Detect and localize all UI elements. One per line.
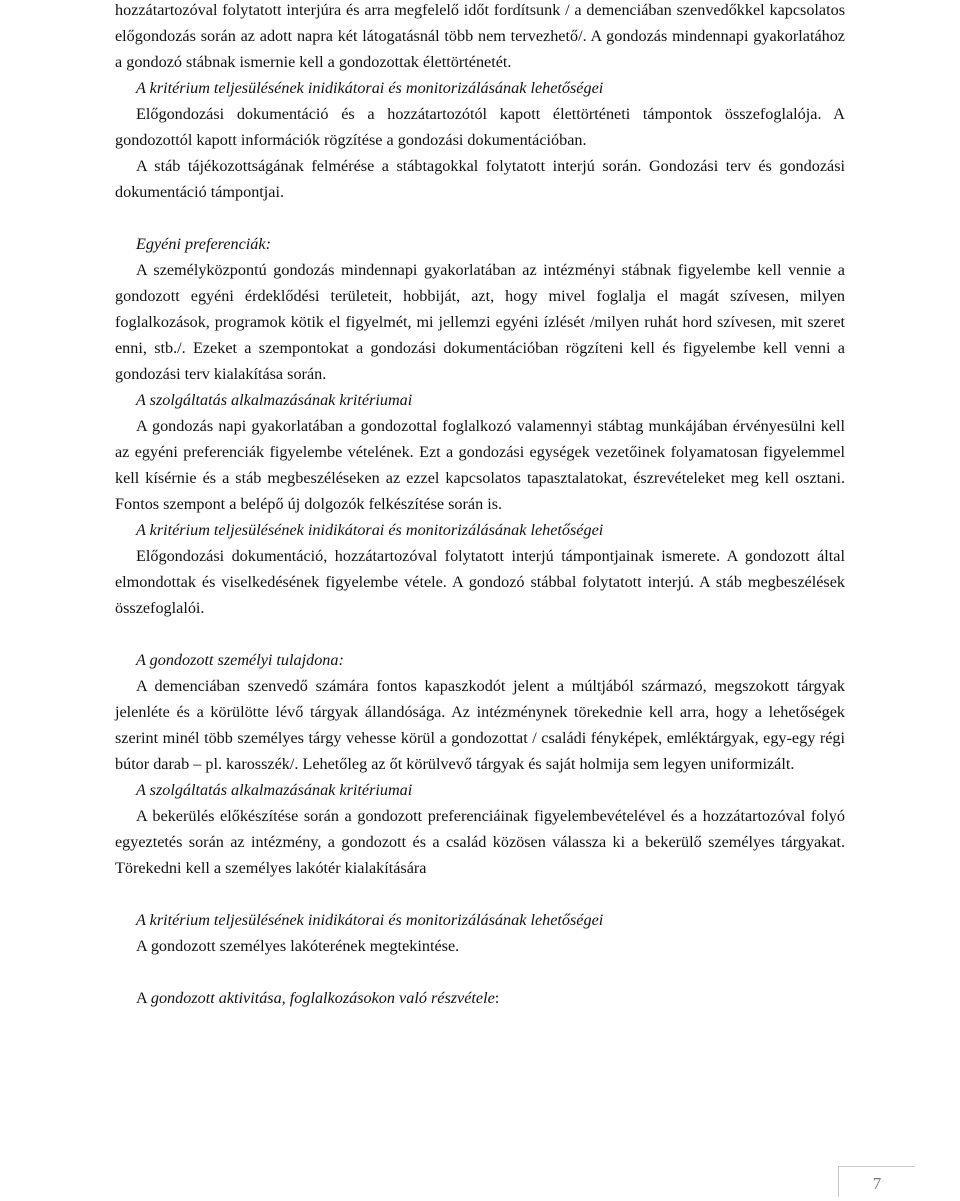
paragraph-familiar-objects: A demenciában szenvedő számára fontos kapaszkodót jelent a múltjából származó, megszokott tárgyak jelenléte és a körülötte lévő tárgyak állandósága. Az intézménynek törekednie kell arra, hogy a lehetőségek szerint minél több személyes tárgy vehesse körül a gondozottat / családi fényképek, emléktárgyak, egy-egy régi bútor darab – pl. karosszék/. Lehetőleg az őt körülvevő tárgyak és saját holmija sem legyen uniformizált. [115,677,845,773]
paragraph-person-centered-care: A személyközpontú gondozás mindennapi gyakorlatában az intézményi stábnak figyelembe kell vennie a gondozott egyéni érdeklődési területeit, hobbiját, azt, hogy mivel foglalja el magát szívesen, milyen foglalkozások, programok kötik el figyelmét, mi jellemzi egyéni ízlését /milyen ruhát hord szívesen, mit szeret enni, stb./. Ezeket a szempontokat a gondozási dokumentációban rögzíteni kell és figyelembe kell venni a gondozási terv kialakítása során. [115,261,845,383]
paragraph-pre-care-docs: Előgondozási dokumentáció és a hozzátartozótól kapott élettörténeti támpontok összefoglalója. A gondozottól kapott információk rögzítése a gondozási dokumentációban. [115,105,845,149]
document-page [115,0,845,1011]
page-number: 7 [838,1166,915,1197]
paragraph-interview-basis: Előgondozási dokumentáció, hozzátartozóval folytatott interjú támpontjainak ismerete. A gondozott által elmondottak és viselkedésének figyelembe vétele. A gondozó stábbal folytatott interjú. A stáb megbeszélések összefoglalói. [115,547,845,617]
paragraph-visiting-schedule: hozzátartozóval folytatott interjúra és arra megfelelő időt fordítsunk / a demenciában szenvedőkkel kapcsolatos előgondozás során az adott napra két látogatásnál több nem tervezhető/. A gondozás mindennapi gyakorlatához a gondozó stábnak ismernie kell a gondozottak élettörténetét. [115,1,845,71]
heading-service-criteria-1: A szolgáltatás alkalmazásának kritériumai [136,391,413,409]
paragraph-staff-survey: A stáb tájékozottságának felmérése a stábtagokkal folytatott interjú során. Gondozási terv és gondozási dokumentáció támpontjai. [115,157,845,201]
paragraph-daily-practice: A gondozás napi gyakorlatában a gondozottal foglalkozó valamennyi stábtag munkájában érvényesülni kell az egyéni preferenciák figyelembe vételének. Ezt a gondozási egységek vezetőinek folyamatosan figyelemmel kell kísérnie és a stáb megbeszéléseken az ezzel kapcsolatos tapasztalatokat, észrevételeket meg kell osztani. Fontos szempont a belépő új dolgozók felkészítése során is. [115,417,845,513]
heading-activity-participation: A gondozott aktivitása, foglalkozásokon való részvétele: [136,989,500,1007]
heading-indicators-1: A kritérium teljesülésének inidikátorai és monitorizálásának lehetőségei [136,79,604,97]
heading-service-criteria-2: A szolgáltatás alkalmazásának kritériumai [136,781,413,799]
heading-individual-preferences: Egyéni preferenciák: [136,235,271,253]
paragraph-living-space-inspection: A gondozott személyes lakóterének megtekintése. [136,937,460,955]
heading-personal-property: A gondozott személyi tulajdona: [136,651,344,669]
heading-indicators-3: A kritérium teljesülésének inidikátorai és monitorizálásának lehetőségei [136,911,604,929]
heading-indicators-2: A kritérium teljesülésének inidikátorai és monitorizálásának lehetőségei [136,521,604,539]
paragraph-admission-preparation: A bekerülés előkészítése során a gondozott preferenciáinak figyelembevételével és a hozzátartozóval folyó egyeztetés során az intézmény, a gondozott és a család közösen válassza ki a bekerülő személyes tárgyakat. Törekedni kell a személyes lakótér kialakítására [115,807,845,877]
